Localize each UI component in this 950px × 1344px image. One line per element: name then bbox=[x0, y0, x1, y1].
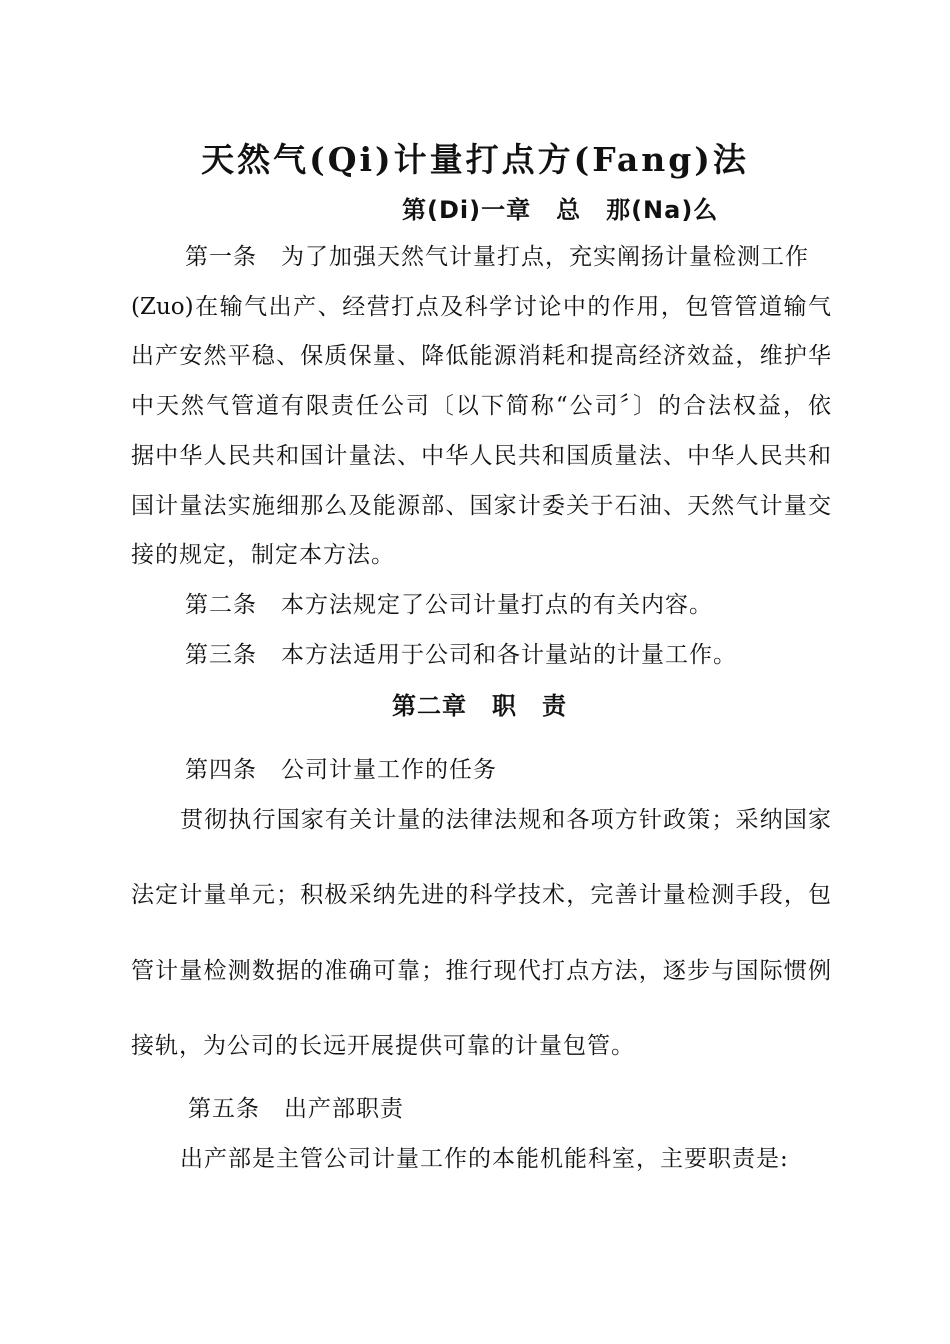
article-4-line-3: 管计量检测数据的准确可靠；推行现代打点方法，逐步与国际惯例 bbox=[131, 958, 831, 984]
article-1-line-1: 第一条 为了加强天然气计量打点，充实阐扬计量检测工作 bbox=[185, 244, 809, 270]
article-4-line-2: 法定计量单元；积极采纳先进的科学技术，完善计量检测手段，包 bbox=[131, 882, 831, 908]
article-1-line-6: 国计量法实施细那么及能源部、国家计委关于石油、天然气计量交 bbox=[131, 493, 831, 519]
article-1-line-5: 据中华人民共和国计量法、中华人民共和国质量法、中华人民共和 bbox=[131, 443, 831, 469]
article-4-line-4: 接轨，为公司的长远开展提供可靠的计量包管。 bbox=[131, 1033, 635, 1059]
document-title: 天然气(Qi)计量打点方(Fang)法 bbox=[201, 140, 749, 179]
article-1-line-4: 中天然气管道有限责任公司〔以下简称“公司〞〕的合法权益，依 bbox=[131, 393, 831, 419]
article-3: 第三条 本方法适用于公司和各计量站的计量工作。 bbox=[185, 642, 737, 668]
article-2: 第二条 本方法规定了公司计量打点的有关内容。 bbox=[185, 592, 713, 618]
article-5-heading: 第五条 出产部职责 bbox=[188, 1096, 404, 1122]
article-1-line-7: 接的规定，制定本方法。 bbox=[131, 542, 395, 568]
article-4-line-1: 贯彻执行国家有关计量的法律法规和各项方针政策；采纳国家 bbox=[180, 807, 831, 833]
chapter-2-heading: 第二章 职 责 bbox=[392, 692, 567, 720]
article-1-line-3: 出产安然平稳、保质保量、降低能源消耗和提高经济效益，维护华 bbox=[131, 343, 831, 369]
chapter-1-heading: 第(Di)一章 总 那(Na)么 bbox=[402, 196, 719, 224]
article-5-intro: 出产部是主管公司计量工作的本能机能科室，主要职责是: bbox=[180, 1146, 789, 1172]
article-1-line-2: (Zuo)在输气出产、经营打点及科学讨论中的作用，包管管道输气 bbox=[131, 294, 831, 320]
article-4-heading: 第四条 公司计量工作的任务 bbox=[185, 757, 497, 783]
